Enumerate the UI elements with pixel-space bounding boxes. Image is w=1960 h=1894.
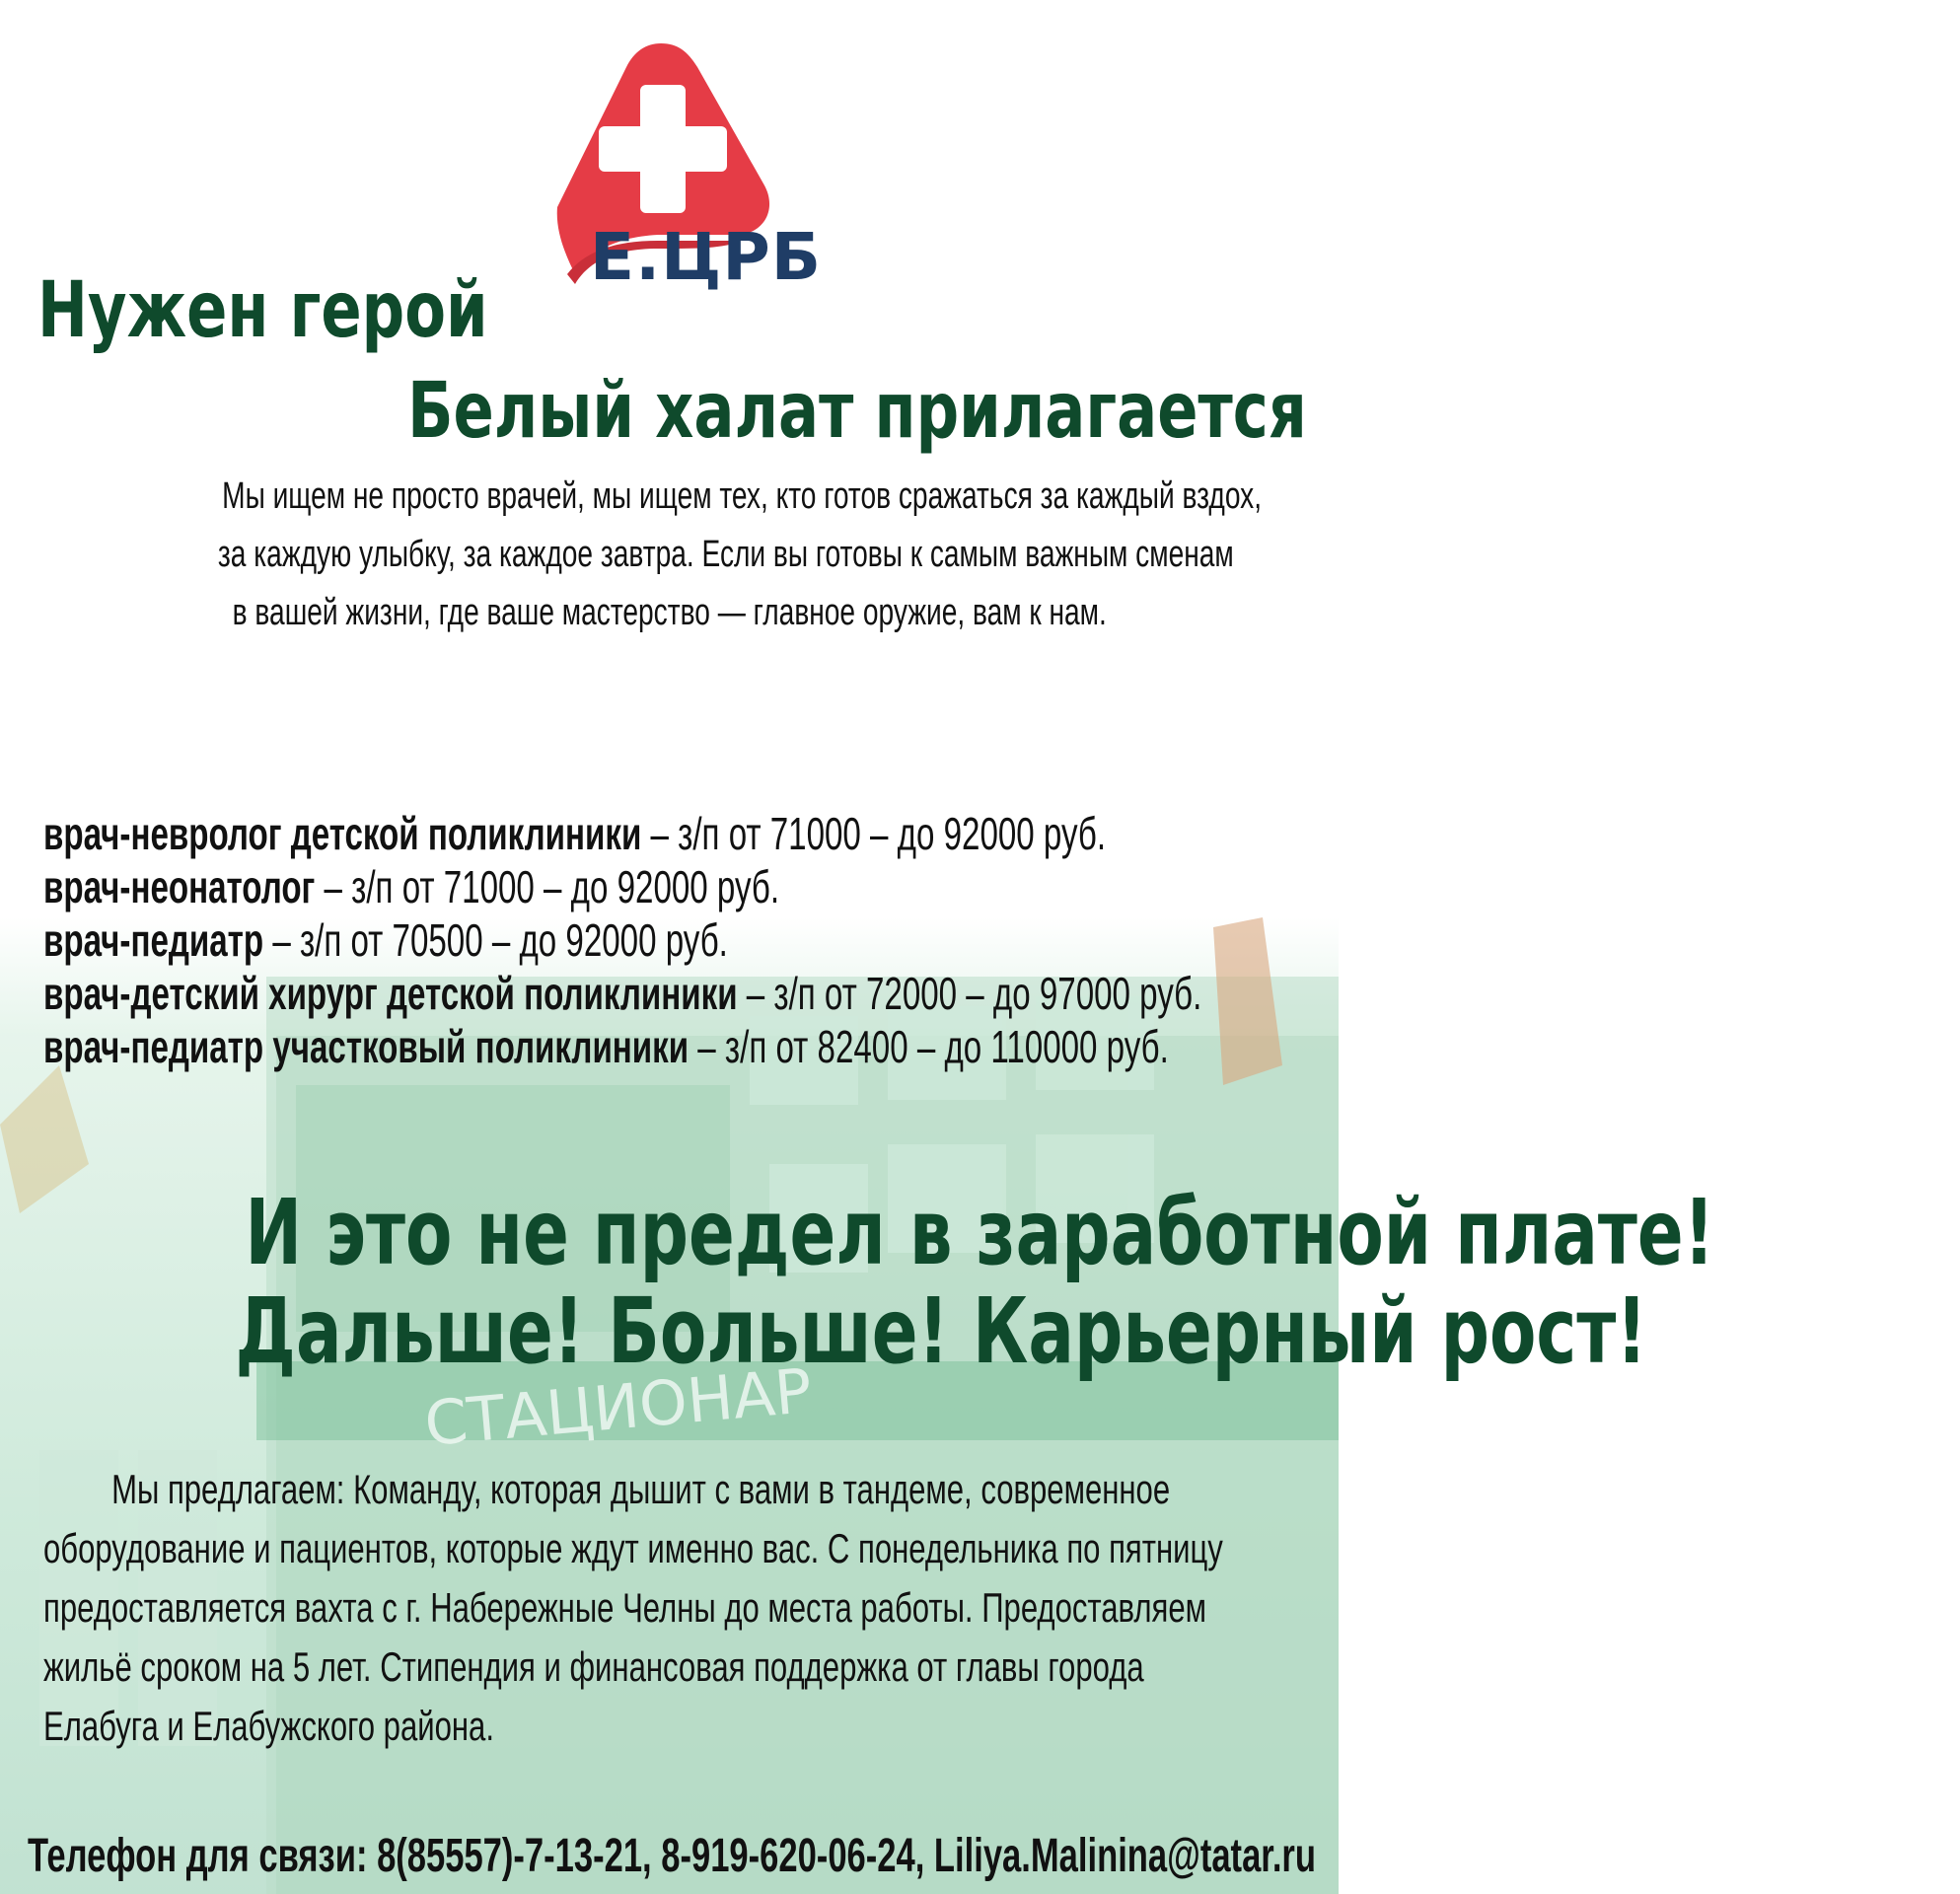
offer-line: жильё сроком на 5 лет. Стипендия и финансовая поддержка от главы города [43,1643,1144,1690]
offer-line: Елабуга и Елабужского района. [43,1703,494,1749]
vacancy-salary: – з/п от 72000 – до 97000 руб. [737,968,1202,1019]
vacancy-item [43,1020,1322,1073]
intro-line: за каждую улыбку, за каждое завтра. Если вы готовы к самым важным сменам [217,534,1234,575]
offer-line: Мы предлагаем: Команду, которая дышит с вами в тандеме, современное [43,1466,1171,1512]
vacancy-salary: – з/п от 70500 – до 92000 руб. [263,914,728,966]
vacancy-salary: – з/п от 71000 – до 92000 руб. [315,861,780,912]
offer-paragraph [43,1460,1298,1756]
offer-line: оборудование и пациентов, которые ждут именно вас. С понедельника по пятницу [43,1525,1223,1571]
vacancy-item [43,913,1322,967]
vacancy-item [43,807,1322,860]
cta-line-2 [0,1278,1647,1384]
vacancy-title: врач-неонатолог [43,861,316,912]
vacancy-title: врач-педиатр [43,914,264,966]
vacancy-list [43,807,1326,1073]
cta-text: Дальше! Больше! Карьерный рост! [235,1278,1647,1384]
vacancy-title: врач-невролог детской поликлиники [43,808,642,859]
logo-text: Е.ЦРБ [590,219,823,295]
building-sign: СТАЦИОНАР [421,1353,815,1461]
cta-line-1 [0,1180,1715,1285]
intro-line: в вашей жизни, где ваше мастерство — главное оружие, вам к нам. [232,592,1107,633]
vacancy-item [43,860,1322,913]
vacancy-item [43,967,1322,1020]
cta-text: И это не предел в заработной плате! [245,1180,1715,1285]
headline-hero: Нужен герой [37,266,488,355]
vacancy-salary: – з/п от 71000 – до 92000 руб. [641,808,1107,859]
vacancy-title: врач-педиатр участковый поликлиники [43,1021,690,1072]
intro-paragraph [39,468,1299,642]
intro-line: Мы ищем не просто врачей, мы ищем тех, кто готов сражаться за каждый вздох, [222,475,1263,517]
contact-info: Телефон для связи: 8(85557)-7-13-21, 8-919-620-06-24, Liliya.Malinina@tatar.ru [28,1830,1316,1882]
vacancy-salary: – з/п от 82400 – до 110000 руб. [689,1021,1169,1072]
offer-line: предоставляется вахта с г. Набережные Челны до места работы. Предоставляем [43,1584,1206,1631]
vacancy-title: врач-детский хирург детской поликлиники [43,968,738,1019]
headline-white-coat: Белый халат прилагается [407,367,1307,456]
